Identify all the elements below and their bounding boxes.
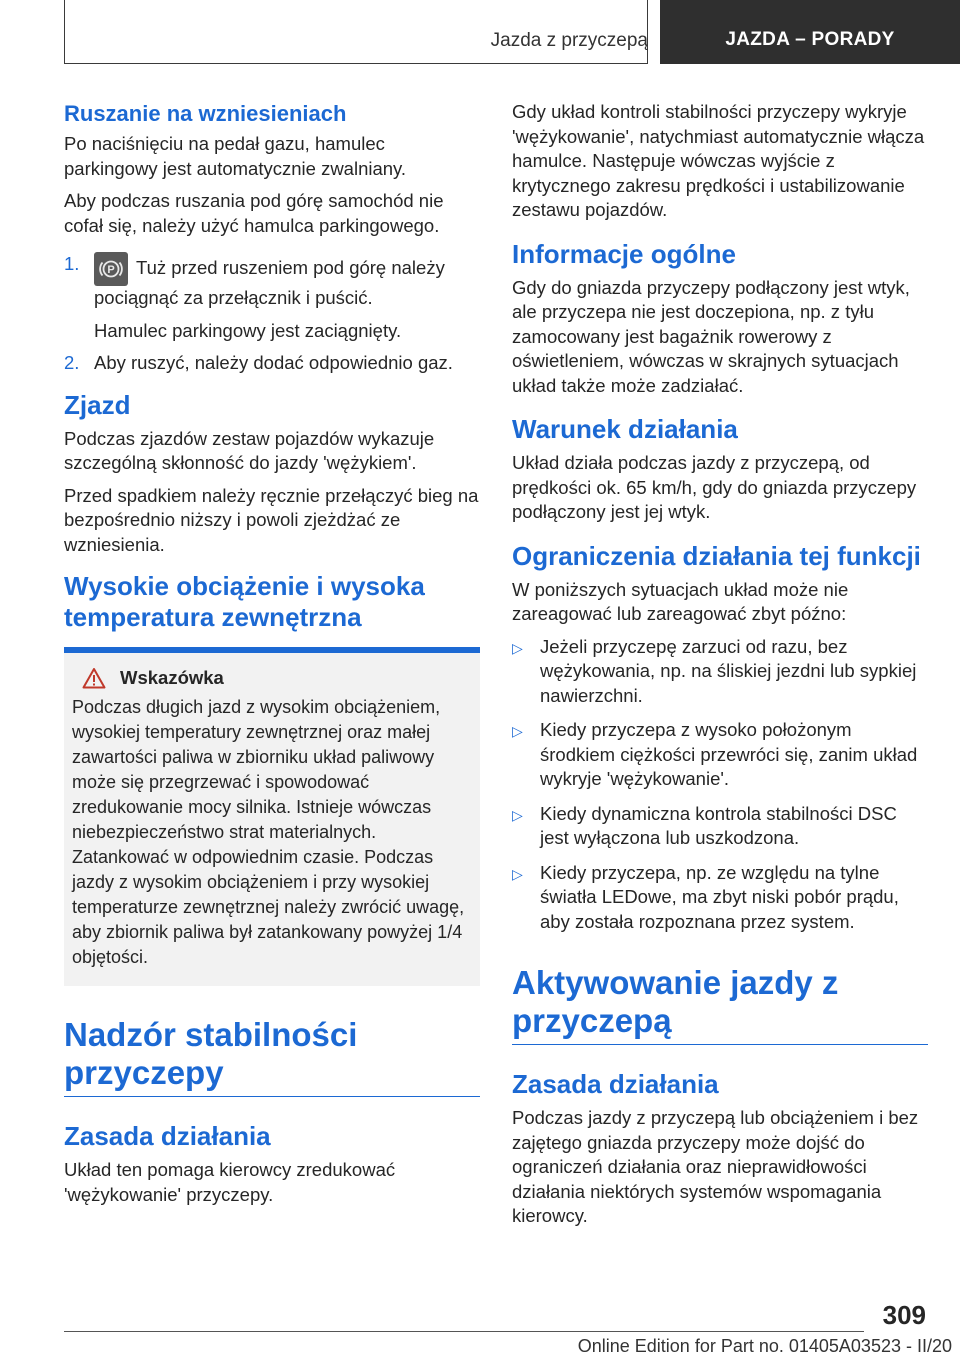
- right-column: [512, 100, 928, 1237]
- step-subtext: Hamulec parkingowy jest zaciągnięty.: [94, 319, 402, 341]
- paragraph: Układ działa podczas jazdy z przyczepą, od prędkości ok. 65 km/h, gdy do gniazda przyczepy podłączony jest jej wtyk.: [512, 452, 917, 522]
- heading-nadzor: Nadzór stabilności przyczepy: [64, 1016, 480, 1097]
- heading-ruszanie: Ruszanie na wzniesieniach: [64, 101, 347, 126]
- paragraph: Aby podczas ruszania pod górę samochód nie cofał się, należy użyć hamulca parkingowego.: [64, 190, 444, 236]
- parking-brake-icon: [94, 252, 128, 286]
- list-item: ▷ Kiedy dynamiczna kontrola stabilności DSC jest wyłączona lub uszkodzona.: [512, 802, 897, 848]
- paragraph: Gdy do gniazda przyczepy podłączony jest wtyk, ale przyczepa nie jest doczepiona, np. z tyłu zamocowany jest bagażnik rowerowy z oświetleniem, wówczas w skrajnych sytuacjach układ także może zadziałać.: [512, 276, 910, 396]
- paragraph: Po naciśnięciu na pedał gazu, hamulec parkingowy jest automatycznie zwalniany.: [64, 133, 407, 179]
- header-chapter-tab: JAZDA – PORADY: [660, 0, 960, 64]
- step-text: Tuż przed ruszeniem pod górę należy pociągnąć za przełącznik i puścić.: [94, 257, 445, 308]
- heading-wysokie: Wysokie obciążenie i wysoka temperatura zewnętrzna: [64, 571, 425, 632]
- heading-zasada-2: Zasada działania: [512, 1069, 719, 1099]
- triangle-bullet-icon: ▷: [512, 865, 523, 882]
- heading-zasada: Zasada działania: [64, 1121, 271, 1151]
- paragraph: Gdy układ kontroli stabilności przyczepy wykryje 'wężykowanie', natychmiast automatycznie włącza hamulce. Następuje wówczas wyjście z krytycznego zakresu prędkości i ustabilizowanie zestawu pojazdów.: [512, 101, 925, 220]
- limitations-list: [512, 635, 928, 935]
- note-text: Podczas długich jazd z wysokim obciążeniem, wysokiej temperatury zewnętrznej oraz małej zawartości paliwa w zbiorniku układ paliwowy może się przegrzewać i spowodować zredukowanie mocy silnika. Istnieje wówczas niebezpieczeństwo strat materialnych. Zatankować w odpowiednim czasie. Podczas jazdy z wysokim obciążeniem i przy wysokiej temperaturze zewnętrznej należy zwrócić uwagę, aby zbiornik paliwa był zatankowany powyżej 1/4 objętości.: [72, 697, 465, 967]
- triangle-bullet-icon: ▷: [512, 639, 523, 656]
- heading-warunek: Warunek działania: [512, 414, 738, 444]
- paragraph: Podczas zjazdów zestaw pojazdów wykazuje szczególną skłonność do jazdy 'wężykiem'.: [64, 427, 435, 473]
- left-column: [64, 100, 480, 1215]
- list-item: ▷ Jeżeli przyczepę zarzuci od razu, bez wężykowania, np. na śliskiej jezdni lub sypkiej nawierzchni.: [512, 635, 917, 706]
- step-number: 1.: [64, 253, 80, 274]
- paragraph: Przed spadkiem należy ręcznie przełączyć bieg na bezpośrednio niższy i powoli zjeżdżać ze wzniesienia.: [64, 484, 479, 555]
- step-number: 2.: [64, 352, 80, 373]
- page-number: 309: [882, 1300, 926, 1330]
- triangle-bullet-icon: ▷: [512, 723, 523, 739]
- paragraph: Podczas jazdy z przyczepą lub obciążeniem i bez zajętego gniazda przyczepy może dojść do ograniczeń działania oraz nieprawidłowości działania niektórych systemów wspomagania kierowcy.: [512, 1107, 919, 1226]
- header-section-title: Jazda z przyczepą: [490, 30, 648, 51]
- steps-list: [64, 252, 480, 376]
- paragraph: W poniższych sytuacjach układ może nie zareagować lub zareagować zbyt późno:: [512, 578, 849, 624]
- note-header: [72, 667, 474, 689]
- list-item: ▷ Kiedy przyczepa, np. ze względu na tylne światła LEDowe, ma zbyt niski pobór prądu, aby została rozpoznana przez system.: [512, 861, 899, 932]
- heading-aktywowanie: Aktywowanie jazdy z przyczepą: [512, 964, 928, 1045]
- step-item: [64, 351, 480, 376]
- step-text: Aby ruszyć, należy dodać odpowiednio gaz.: [94, 352, 453, 373]
- svg-text:P: P: [107, 264, 115, 277]
- note-title: Wskazówka: [120, 667, 224, 688]
- warning-triangle-icon: [82, 667, 106, 689]
- heading-ograniczenia: Ograniczenia działania tej funkcji: [512, 540, 921, 571]
- paragraph: Układ ten pomaga kierowcy zredukować 'wężykowanie' przyczepy.: [64, 1159, 396, 1205]
- heading-info: Informacje ogólne: [512, 238, 736, 269]
- triangle-bullet-icon: ▷: [512, 806, 523, 823]
- note-box: [64, 647, 480, 986]
- heading-zjazd: Zjazd: [64, 389, 131, 420]
- step-item: [64, 252, 480, 343]
- footer-edition: Online Edition for Part no. 01405A03523 - II/20: [577, 1336, 952, 1356]
- footer-divider: [64, 1331, 864, 1332]
- list-item: ▷ Kiedy przyczepa z wysoko położonym środkiem ciężkości przewróci się, zanim układ wykryje 'wężykowanie'.: [512, 719, 918, 789]
